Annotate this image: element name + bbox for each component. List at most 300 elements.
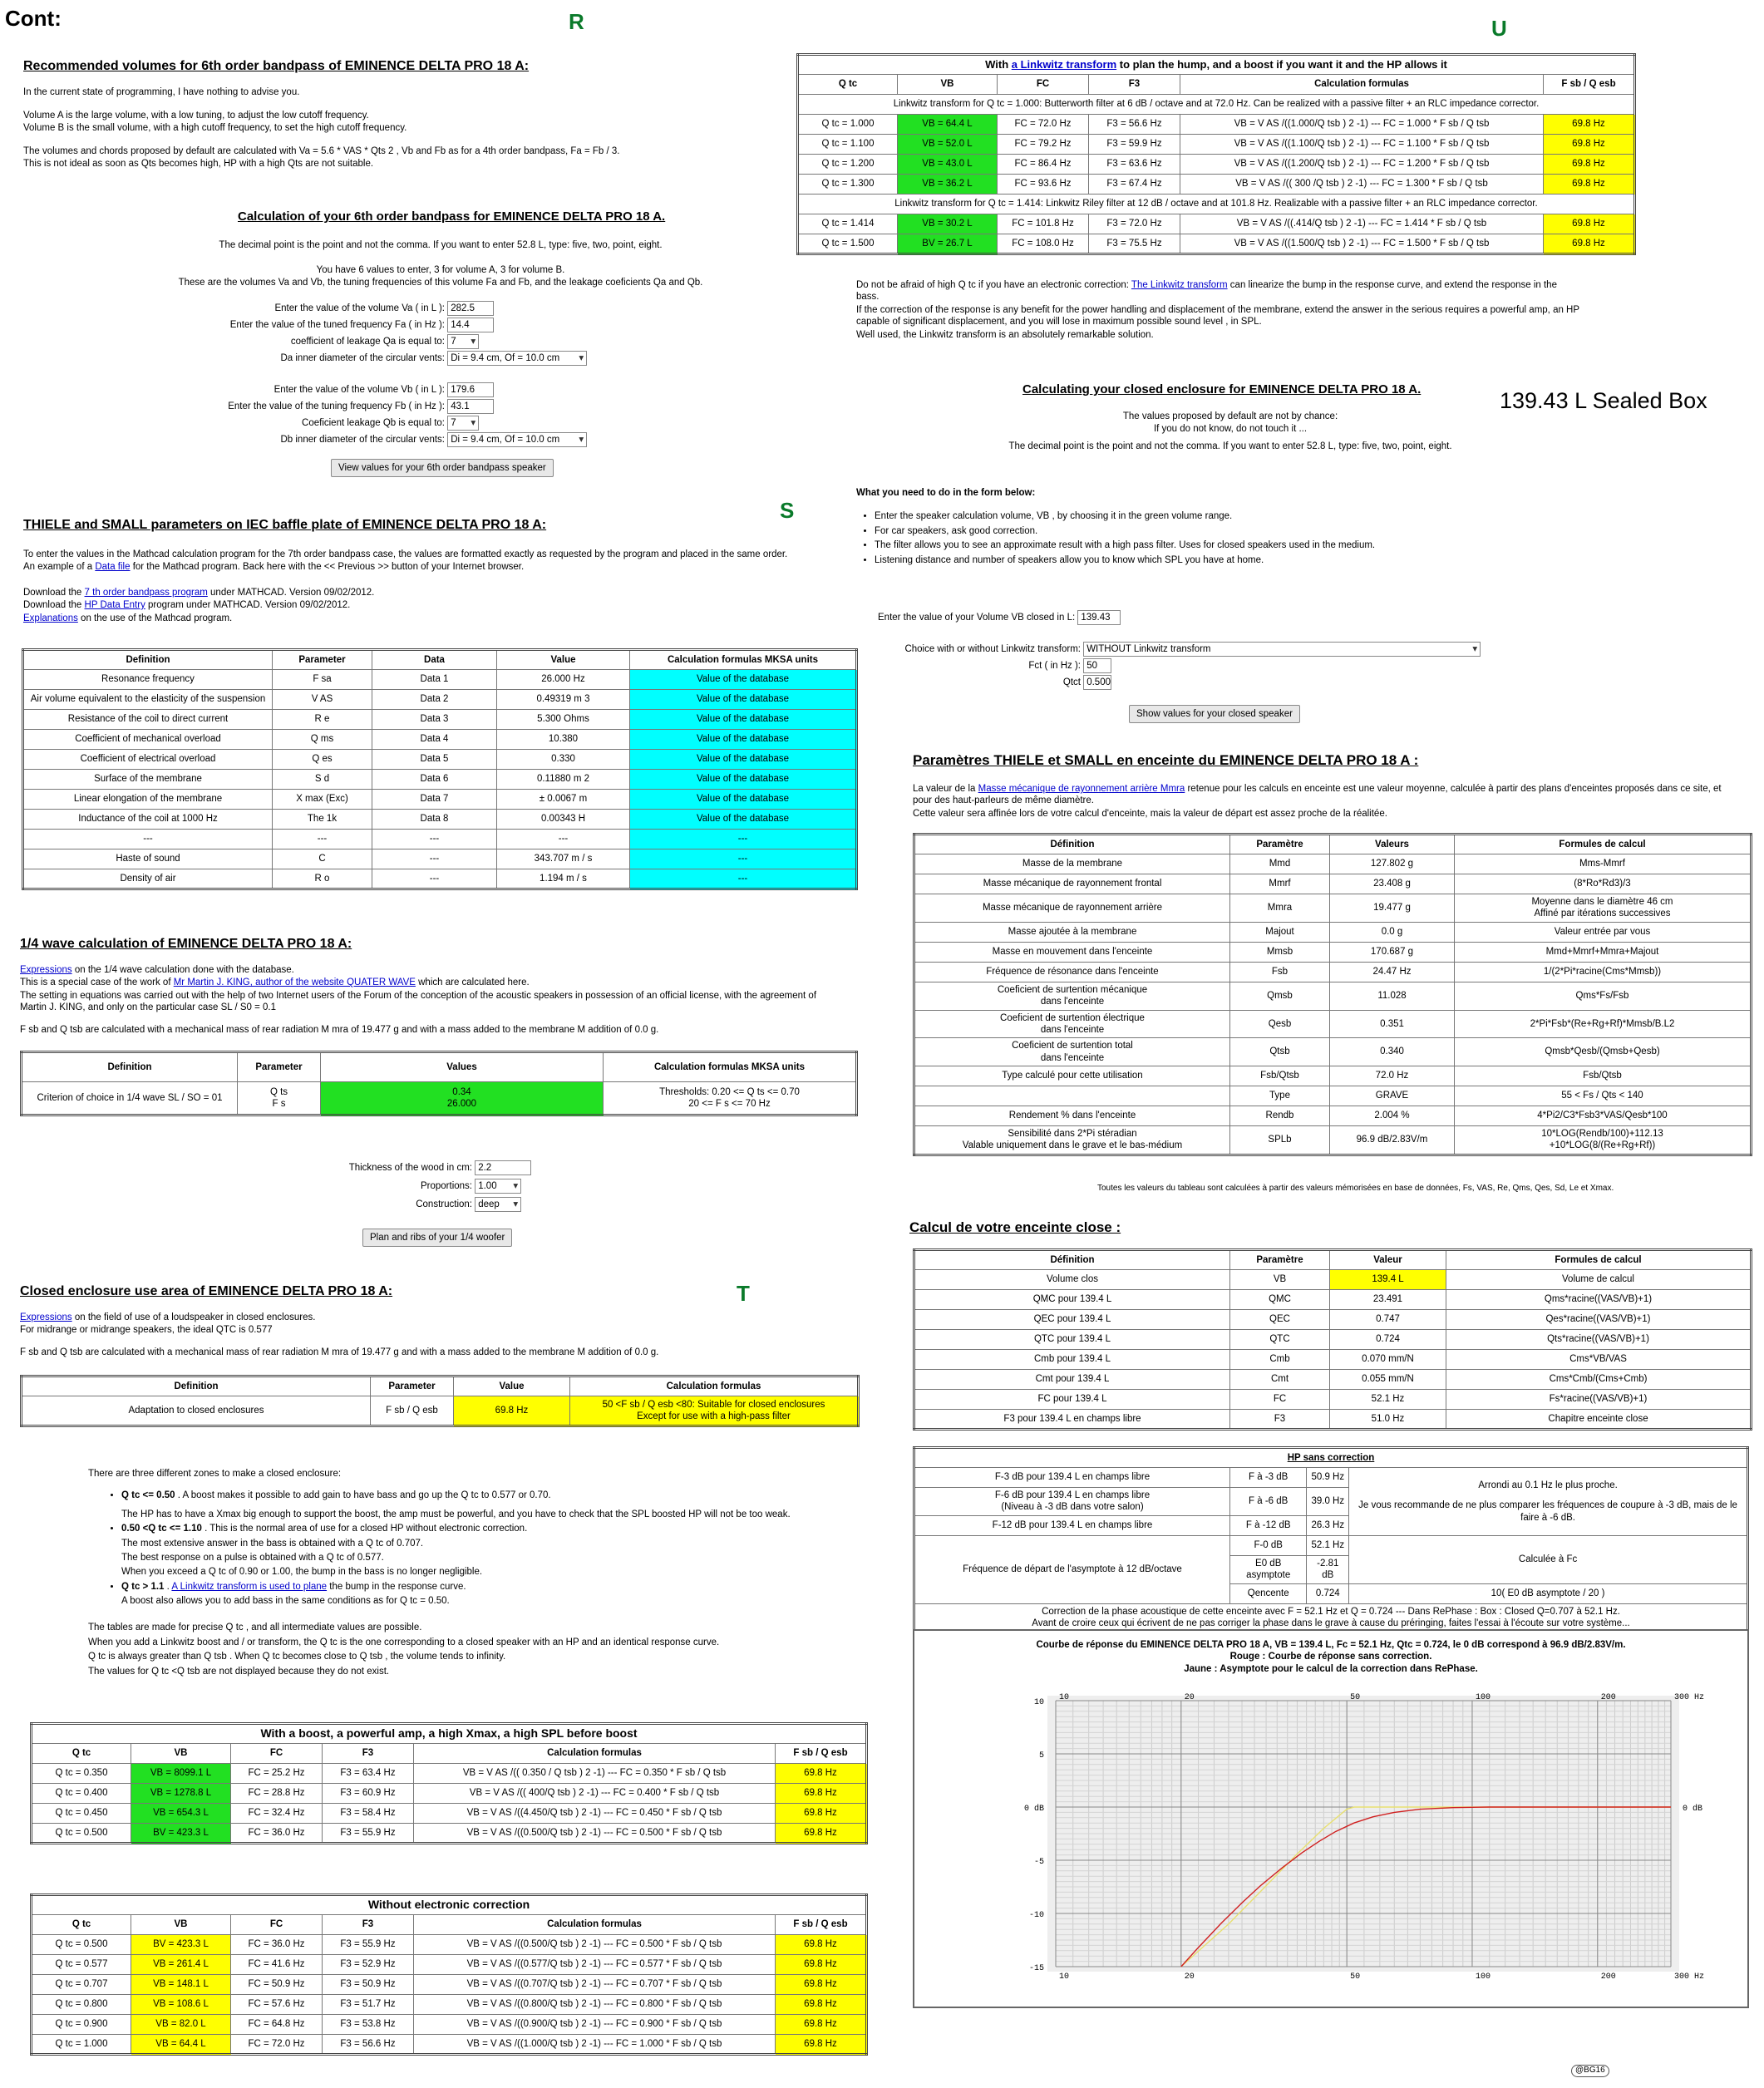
table-cell: FC = 86.4 Hz <box>998 155 1089 175</box>
table-cell: 2*Pi*Fsb*(Re+Rg+Rf)*Mmsb/B.L2 <box>1455 1010 1752 1038</box>
table-cell: Value of the database <box>630 670 857 690</box>
y-tick-label: 5 <box>1038 1751 1044 1761</box>
table-cell: VB = V AS /(( 400/Q tsb ) 2 -1) --- FC = 0.400 * F sb / Q tsb <box>414 1784 776 1804</box>
show-closed-button[interactable]: Show values for your closed speaker <box>1129 705 1300 723</box>
table-cell: F-0 dB <box>1230 1535 1307 1555</box>
table-cell: Coefficient of electrical overload <box>23 750 273 770</box>
qw-param: Q ts F s <box>238 1082 321 1115</box>
table-cell: S d <box>273 770 372 790</box>
fa-input[interactable]: 14.4 <box>447 318 494 332</box>
table-cell: Q tc = 1.200 <box>798 155 898 175</box>
ts-title: THIELE and SMALL parameters on IEC baffle plate of EMINENCE DELTA PRO 18 A: <box>23 518 547 532</box>
table-cell: Q tc = 0.900 <box>32 2015 131 2035</box>
table-cell: QEC <box>1230 1310 1330 1330</box>
vb-input[interactable]: 179.6 <box>447 382 494 397</box>
table-row <box>914 1038 1752 1066</box>
qw-h2: Values <box>321 1052 604 1082</box>
table-cell: VB = 43.0 L <box>898 155 998 175</box>
table-cell: FC = 72.0 Hz <box>231 2035 323 2055</box>
table-row <box>914 1410 1752 1430</box>
table-cell: Qesb <box>1230 1010 1330 1038</box>
rec-p2: Volume A is the large volume, with a low tuning, to adjust the low cutoff frequency. <box>23 111 369 121</box>
rec-p5: This is not ideal as soon as Qts becomes high, HP with a high Qts are not suitable. <box>23 158 374 169</box>
hp-title: HP sans correction <box>914 1448 1748 1468</box>
table-cell: 69.8 Hz <box>1544 214 1635 234</box>
table-cell: Q tc = 0.577 <box>32 1955 131 1975</box>
column-header: Valeur <box>1330 1250 1446 1270</box>
table-cell: F3 = 51.7 Hz <box>323 1995 414 2015</box>
column-header: F sb / Q esb <box>776 1744 867 1764</box>
table-row <box>914 982 1752 1010</box>
table-cell: Q tc = 0.800 <box>32 1995 131 2015</box>
table-cell: 69.8 Hz <box>776 1784 867 1804</box>
table-cell: 69.8 Hz <box>776 2015 867 2035</box>
cl-need-title: What you need to do in the form below: <box>856 488 1036 498</box>
table-cell: 26.3 Hz <box>1307 1515 1349 1535</box>
table-cell: Linear elongation of the membrane <box>23 790 273 810</box>
table-row <box>23 710 857 730</box>
table-cell: F3 = 72.0 Hz <box>1089 214 1180 234</box>
ce-formula: 50 <F sb / Q esb <80: Suitable for closed enclosures Except for use with a high-pass filter <box>570 1396 859 1426</box>
table-cell: 0.49319 m 3 <box>497 690 630 710</box>
prop-row: Proportions: 1.00 ▾ <box>249 1179 521 1194</box>
column-header: Q tc <box>32 1744 131 1764</box>
table-cell: Air volume equivalent to the elasticity of the suspension <box>23 690 273 710</box>
table-cell: QMC pour 139.4 L <box>914 1290 1230 1310</box>
explanations-link[interactable]: Explanations <box>23 613 78 623</box>
ce-p1: Expressions on the field of use of a loudspeaker in closed enclosures. <box>20 1312 316 1322</box>
ts-p1: To enter the values in the Mathcad calculation program for the 7th order bandpass case, the values are formatted exactly as requested by the program and placed in the same order. <box>23 549 788 559</box>
table-cell: F3 = 63.6 Hz <box>1089 155 1180 175</box>
db-select[interactable]: Di = 9.4 cm, Of = 10.0 cm ▾ <box>447 432 587 447</box>
qb-select[interactable]: 7 ▾ <box>447 416 479 431</box>
table-cell: Q tc = 0.400 <box>32 1784 131 1804</box>
table-cell: F3 pour 139.4 L en champs libre <box>914 1410 1230 1430</box>
footer-badge: @BG16 <box>1571 2065 1609 2077</box>
table-row <box>23 770 857 790</box>
qw-p1: Expressions on the 1/4 wave calculation done with the database. <box>20 965 294 975</box>
table-cell: Data 1 <box>372 670 497 690</box>
plan-woofer-button[interactable]: Plan and ribs of your 1/4 woofer <box>362 1229 512 1247</box>
table-cell: F-12 dB pour 139.4 L en champs libre <box>914 1515 1230 1535</box>
table-cell: FC = 79.2 Hz <box>998 135 1089 155</box>
table-row <box>914 1270 1752 1290</box>
ts-p3: Download the 7 th order bandpass program under MATHCAD. Version 09/02/2012. <box>23 587 375 598</box>
column-header: Définition <box>914 835 1230 854</box>
db-row <box>166 432 587 447</box>
table-cell: F sa <box>273 670 372 690</box>
x-tick-label-bottom: 300 Hz <box>1674 1972 1705 1982</box>
table-cell: 69.8 Hz <box>776 1975 867 1995</box>
table-row <box>23 730 857 750</box>
lw-p3: Well used, the Linkwitz transform is an absolutely remarkable solution. <box>856 329 1154 340</box>
zones-n4: The values for Q tc <Q tsb are not displayed because they do not exist. <box>88 1666 390 1677</box>
table-cell: Q tc = 0.500 <box>32 1824 131 1844</box>
qw-expressions-link[interactable]: Expressions <box>20 965 72 975</box>
table-cell: Masse de la membrane <box>914 854 1230 874</box>
qw-p2: This is a special case of the work of Mr Martin J. KING, author of the website QUATER WAVE which are calculated here. <box>20 978 530 988</box>
cl-title: Calculating your closed enclosure for EMINENCE DELTA PRO 18 A. <box>1022 382 1422 396</box>
table-cell: Data 7 <box>372 790 497 810</box>
thick-input[interactable]: 2.2 <box>475 1160 531 1175</box>
table-row <box>914 1290 1752 1310</box>
table-cell: Masse mécanique de rayonnement arrière <box>914 894 1230 923</box>
table-cell: FC = 41.6 Hz <box>231 1955 323 1975</box>
linkwitz-choice-select[interactable]: WITHOUT Linkwitz transform ▾ <box>1083 642 1481 657</box>
table-cell: F3 = 60.9 Hz <box>323 1784 414 1804</box>
table-cell: VB = V AS /(( 300 /Q tsb ) 2 -1) --- FC = 1.300 * F sb / Q tsb <box>1180 175 1544 195</box>
table-cell: Cms*Cmb/(Cms+Cmb) <box>1446 1370 1752 1390</box>
fb-row <box>166 399 494 414</box>
table-row <box>32 1824 867 1844</box>
table-cell: 26.000 Hz <box>497 670 630 690</box>
data-file-link[interactable]: Data file <box>95 562 131 573</box>
table-cell: Haste of sound <box>23 849 273 869</box>
cl-p2: If you do not know, do not touch it ... <box>1153 424 1308 435</box>
table-cell: BV = 423.3 L <box>131 1824 231 1844</box>
table-cell: FC = 28.8 Hz <box>231 1784 323 1804</box>
table-cell: Inductance of the coil at 1000 Hz <box>23 810 273 830</box>
table-cell: Qtsb <box>1230 1038 1330 1066</box>
table-cell: Type calculé pour cette utilisation <box>914 1066 1230 1086</box>
table-cell: VB = V AS /((.414/Q tsb ) 2 -1) --- FC = 1.414 * F sb / Q tsb <box>1180 214 1544 234</box>
table-cell: Qms*racine((VAS/VB)+1) <box>1446 1290 1752 1310</box>
table-cell: FC = 72.0 Hz <box>998 115 1089 135</box>
table-cell: FC = 36.0 Hz <box>231 1935 323 1955</box>
table-cell: Rendement % dans l'enceinte <box>914 1106 1230 1126</box>
table-cell: Chapitre enceinte close <box>1446 1410 1752 1430</box>
proportions-select[interactable]: 1.00 ▾ <box>475 1179 521 1194</box>
table-row <box>914 1370 1752 1390</box>
table-cell: Mmsb <box>1230 942 1330 962</box>
table-cell: Coeficient de surtention mécanique dans l'enceinte <box>914 982 1230 1010</box>
ce-h3: Calculation formulas <box>570 1376 859 1396</box>
table-cell: 0.340 <box>1330 1038 1455 1066</box>
table-cell: VB = 30.2 L <box>898 214 998 234</box>
da-select[interactable]: Di = 9.4 cm, Of = 10.0 cm ▾ <box>447 351 587 366</box>
hp-remark-2: Calculée à Fc <box>1349 1535 1748 1583</box>
table-cell: E0 dB asymptote <box>1230 1555 1307 1583</box>
table-row <box>914 1468 1748 1488</box>
table-cell: VB = V AS /((0.500/Q tsb ) 2 -1) --- FC = 0.500 * F sb / Q tsb <box>414 1935 776 1955</box>
fct-input[interactable]: 50 <box>1083 658 1111 673</box>
table-cell: 1/(2*Pi*racine(Cms*Mmsb)) <box>1455 962 1752 982</box>
table-cell: F à -3 dB <box>1230 1468 1307 1488</box>
masse-arriere-link[interactable]: Masse mécanique de rayonnement arrière Mmra <box>978 784 1185 794</box>
table-cell: --- <box>497 830 630 849</box>
ce-param: F sb / Q esb <box>371 1396 454 1426</box>
calc6-p3: These are the volumes Va and Vb, the tuning frequencies of this volume Fa and Fb, and the leakage coeficients Qa and Qb. <box>178 277 703 288</box>
table-cell: 69.8 Hz <box>1544 234 1635 254</box>
table-cell: FC = 108.0 Hz <box>998 234 1089 254</box>
table-cell: F-6 dB pour 139.4 L en champs libre (Niveau à -3 dB dans votre salon) <box>914 1488 1230 1516</box>
table-cell: Q tc = 0.707 <box>32 1975 131 1995</box>
va-row <box>166 301 494 316</box>
table-cell: QMC <box>1230 1290 1330 1310</box>
column-header: Calculation formulas MKSA units <box>630 650 857 670</box>
table-cell: VB = 108.6 L <box>131 1995 231 2015</box>
table-cell: Data 3 <box>372 710 497 730</box>
fr-p1: La valeur de la Masse mécanique de rayonnement arrière Mmra retenue pour les calculs en enceinte est une valeur moyenne, calculée à partir des plans d'enceintes proposés dans ce site, et pour des haut-parleurs de même diamètre. <box>913 784 1722 806</box>
table-cell: 96.9 dB/2.83V/m <box>1330 1126 1455 1155</box>
column-header: Q tc <box>32 1915 131 1935</box>
qw-formula: Thresholds: 0.20 <= Q ts <= 0.70 20 <= F s <= 70 Hz <box>604 1082 857 1115</box>
table-row <box>914 1350 1752 1370</box>
linkwitz-plane-link[interactable]: A Linkwitz transform is used to plane <box>171 1581 328 1592</box>
zones-n2: When you add a Linkwitz boost and / or transform, the Q tc is the one corresponding to a closed speaker with an HP and an identical response curve. <box>88 1637 720 1647</box>
va-input[interactable]: 282.5 <box>447 301 494 316</box>
table-row <box>32 2015 867 2035</box>
table-row <box>32 1955 867 1975</box>
table-cell: 69.8 Hz <box>776 1955 867 1975</box>
cont-label: Cont: <box>5 6 62 31</box>
bandpass-program-link[interactable]: 7 th order bandpass program <box>84 587 208 598</box>
ce-text <box>20 1312 843 1362</box>
table-cell: Value of the database <box>630 790 857 810</box>
table-row <box>798 234 1635 254</box>
table-cell: F à -6 dB <box>1230 1488 1307 1516</box>
table-cell: Rendb <box>1230 1106 1330 1126</box>
table-cell: BV = 423.3 L <box>131 1935 231 1955</box>
vb-row <box>166 382 494 397</box>
table-row <box>23 790 857 810</box>
table-cell: VB = 148.1 L <box>131 1975 231 1995</box>
column-header: F3 <box>1089 75 1180 95</box>
table-cell: 11.028 <box>1330 982 1455 1010</box>
phase-correction-note: Correction de la phase acoustique de cette enceinte avec F = 52.1 Hz et Q = 0.724 --- Dans RePhase : Box : Closed Q=0.707 à 52.1 Hz. Avant de croire ceux qui écrivent de ne pas corriger la phase dans le grave à cause du préringing, faites l'essai à l'écoute sur votre système... <box>914 1603 1748 1632</box>
table-cell: Q tc = 1.000 <box>798 115 898 135</box>
closed-vb-input[interactable]: 139.43 <box>1077 610 1121 625</box>
calc-title: Calcul de votre enceinte close : <box>909 1219 1121 1235</box>
table-row <box>914 1066 1752 1086</box>
qw-h3: Calculation formulas MKSA units <box>604 1052 857 1082</box>
linkwitz-transform-link[interactable]: The Linkwitz transform <box>1131 280 1228 290</box>
ce-value: 69.8 Hz <box>454 1396 570 1426</box>
table-cell: F-3 dB pour 139.4 L en champs libre <box>914 1468 1230 1488</box>
zone-1: • Q tc <= 0.50 . A boost makes it possible to add gain to have bass and go up the Q tc to 0.577 or 0.70. The HP has to have a Xmax big enough to support the boost, the amp must be powerful, and you have to check that the SPL boosted HP will not be too weak. <box>121 1490 836 1520</box>
table-cell: --- <box>630 830 857 849</box>
table-cell: FC = 32.4 Hz <box>231 1804 323 1824</box>
cl-intro <box>898 411 1563 456</box>
curve-caption-1: Courbe de réponse du EMINENCE DELTA PRO 18 A, VB = 139.4 L, Fc = 52.1 Hz, Qtc = 0.724, le 0 dB correspond à 96.9 dB/2.83V/m. <box>1036 1640 1626 1650</box>
db-label: Db inner diameter of the circular vents: <box>280 435 445 446</box>
table-cell: 0.00343 H <box>497 810 630 830</box>
table-cell: QTC <box>1230 1330 1330 1350</box>
table-row <box>32 1975 867 1995</box>
table-cell: VB = V AS /((1.200/Q tsb ) 2 -1) --- FC = 1.200 * F sb / Q tsb <box>1180 155 1544 175</box>
table-cell: --- <box>23 830 273 849</box>
rec-text <box>23 86 805 173</box>
table-cell: VB = 36.2 L <box>898 175 998 195</box>
table-cell: VB = V AS /((0.707/Q tsb ) 2 -1) --- FC = 0.707 * F sb / Q tsb <box>414 1975 776 1995</box>
table-cell: Fsb/Qtsb <box>1455 1066 1752 1086</box>
table-cell: 127.802 g <box>1330 854 1455 874</box>
table-cell: VB = 654.3 L <box>131 1804 231 1824</box>
zone-2: • 0.50 <Q tc <= 1.10 . This is the normal area of use for a closed HP without electronic correction. The most extensive answer in the bass is obtained with a Q tc of 0.707. The best response on a pulse is obtained with a Q tc of 0.577. When you exceed a Q tc of 0.90 or 1.00, the bump in the bass is no longer negligible. <box>121 1523 836 1578</box>
table-cell: Density of air <box>23 869 273 889</box>
table-cell: VB = 8099.1 L <box>131 1764 231 1784</box>
table-cell: VB <box>1230 1270 1330 1290</box>
y-right-label: 0 dB <box>1683 1805 1703 1814</box>
column-header: Paramètre <box>1230 1250 1330 1270</box>
table-cell <box>914 1086 1230 1106</box>
vb-label: Enter the value of the volume Vb ( in L ): <box>273 385 445 396</box>
table-title: With a boost, a powerful amp, a high Xmax, a high SPL before boost <box>32 1724 867 1744</box>
table-cell: QTC pour 139.4 L <box>914 1330 1230 1350</box>
table-cell: 5.300 Ohms <box>497 710 630 730</box>
fb-input[interactable]: 43.1 <box>447 399 494 414</box>
table-row <box>914 854 1752 874</box>
calc-table <box>913 1248 1752 1431</box>
table-title: Without electronic correction <box>32 1895 867 1915</box>
zones-text <box>88 1468 836 1681</box>
table-cell: R e <box>273 710 372 730</box>
column-header: Value <box>497 650 630 670</box>
hp-data-entry-link[interactable]: HP Data Entry <box>84 600 145 611</box>
ce-expressions-link[interactable]: Expressions <box>20 1312 72 1322</box>
table-cell: F3 = 52.9 Hz <box>323 1955 414 1975</box>
table-cell: 69.8 Hz <box>776 1995 867 2015</box>
table-cell: F3 = 59.9 Hz <box>1089 135 1180 155</box>
table-cell: F3 <box>1230 1410 1330 1430</box>
marker-t: T <box>737 1281 750 1306</box>
table-cell: C <box>273 849 372 869</box>
va-label: Enter the value of the volume Va ( in L ): <box>274 303 445 314</box>
table-row <box>32 1764 867 1784</box>
table-cell: VB = V AS /((4.450/Q tsb ) 2 -1) --- FC = 0.450 * F sb / Q tsb <box>414 1804 776 1824</box>
table-cell: 343.707 m / s <box>497 849 630 869</box>
fa-row <box>166 318 494 332</box>
x-tick-label-top: 300 Hz <box>1674 1693 1705 1702</box>
table-cell: Value of the database <box>630 810 857 830</box>
qw-table <box>20 1051 858 1116</box>
lw-p2: If the correction of the response is any benefit for the power handling and displacement of the membrane, extend the answer in the serious requires a powerful amp, an HP capable of significant displacement, and you will lose in maximum possible sound level , in SPL. <box>856 304 1579 327</box>
table-cell: 2.004 % <box>1330 1106 1455 1126</box>
fa-label: Enter the value of the tuned frequency Fa ( in Hz ): <box>229 320 445 331</box>
table-cell: Volume clos <box>914 1270 1230 1290</box>
table-cell: 24.47 Hz <box>1330 962 1455 982</box>
x-tick-label-bottom: 100 <box>1475 1972 1491 1982</box>
rec-p1: In the current state of programming, I have nothing to advise you. <box>23 87 300 97</box>
table-cell: Qencente <box>1230 1583 1307 1603</box>
table-row <box>798 155 1635 175</box>
table-cell: Value of the database <box>630 770 857 790</box>
table-cell: 0.055 mm/N <box>1330 1370 1446 1390</box>
table-cell: Data 2 <box>372 690 497 710</box>
table-cell: Q ms <box>273 730 372 750</box>
table-cell: Qmsb <box>1230 982 1330 1010</box>
qtct-input[interactable]: 0.500 <box>1083 675 1111 690</box>
table-cell: 0.724 <box>1307 1583 1349 1603</box>
fb-label: Enter the value of the tuning frequency Fb ( in Hz ): <box>228 401 445 412</box>
lw-text <box>856 279 1579 344</box>
column-header: F sb / Q esb <box>1544 75 1635 95</box>
table-cell: Cms*VB/VAS <box>1446 1350 1752 1370</box>
table-cell: --- <box>372 849 497 869</box>
construction-select[interactable]: deep ▾ <box>475 1197 521 1212</box>
table-cell: VB = 1278.8 L <box>131 1784 231 1804</box>
ce-h2: Value <box>454 1376 570 1396</box>
table-cell: F3 = 50.9 Hz <box>323 1975 414 1995</box>
lw-title-link[interactable]: a Linkwitz transform <box>1011 57 1117 71</box>
table-cell: Q tc = 1.100 <box>798 135 898 155</box>
ts-table <box>22 648 858 890</box>
x-tick-label-top: 50 <box>1350 1693 1361 1702</box>
table-row <box>914 1106 1752 1126</box>
table-cell: VB = 64.4 L <box>131 2035 231 2055</box>
da-row <box>166 351 587 366</box>
table-row <box>23 849 857 869</box>
hp-remark-3: 10( E0 dB asymptote / 20 ) <box>1349 1583 1748 1603</box>
cl-b1: • Enter the speaker calculation volume, VB , by choosing it in the green volume range. <box>875 510 1604 522</box>
table-cell: 0.070 mm/N <box>1330 1350 1446 1370</box>
table-cell: F3 = 56.6 Hz <box>323 2035 414 2055</box>
table-cell: R o <box>273 869 372 889</box>
calc6-title: Calculation of your 6th order bandpass for EMINENCE DELTA PRO 18 A. <box>238 209 666 224</box>
qw-title: 1/4 wave calculation of EMINENCE DELTA PRO 18 A: <box>20 937 352 951</box>
column-header: Q tc <box>798 75 898 95</box>
king-link[interactable]: Mr Martin J. KING, author of the website QUATER WAVE <box>173 978 416 988</box>
table-cell: 19.477 g <box>1330 894 1455 923</box>
sealed-box-note: 139.43 L Sealed Box <box>1500 388 1707 413</box>
table-row <box>914 942 1752 962</box>
table-row <box>914 1010 1752 1038</box>
table-cell: Qms*Fs/Fsb <box>1455 982 1752 1010</box>
table-cell: 0.747 <box>1330 1310 1446 1330</box>
hp-table <box>913 1446 1749 1633</box>
table-cell: VB = 64.4 L <box>898 115 998 135</box>
column-header: Formules de calcul <box>1446 1250 1752 1270</box>
table-row <box>798 214 1635 234</box>
table-cell: 51.0 Hz <box>1330 1410 1446 1430</box>
table-cell: Mmrf <box>1230 874 1330 894</box>
table-cell: F3 = 55.9 Hz <box>323 1935 414 1955</box>
table-row <box>798 135 1635 155</box>
table-cell: VB = V AS /((1.500/Q tsb ) 2 -1) --- FC = 1.500 * F sb / Q tsb <box>1180 234 1544 254</box>
table-cell: --- <box>630 849 857 869</box>
qa-select[interactable]: 7 ▾ <box>447 334 479 349</box>
table-cell: Majout <box>1230 922 1330 942</box>
table-row <box>23 830 857 849</box>
ce-h1: Parameter <box>371 1376 454 1396</box>
table-cell: Qmsb*Qesb/(Qmsb+Qesb) <box>1455 1038 1752 1066</box>
column-header: VB <box>131 1744 231 1764</box>
table-cell: X max (Exc) <box>273 790 372 810</box>
table-cell: 52.1 Hz <box>1307 1535 1349 1555</box>
view-bandpass-button[interactable]: View values for your 6th order bandpass speaker <box>331 459 554 477</box>
cons-row: Construction: deep ▾ <box>249 1197 521 1212</box>
table-cell: Masse ajoutée à la membrane <box>914 922 1230 942</box>
y-tick-label: 0 dB <box>1023 1805 1044 1814</box>
table-cell: 39.0 Hz <box>1307 1488 1349 1516</box>
ts-p2: An example of a Data file for the Mathcad program. Back here with the << Previous >> button of your Internet browser. <box>23 562 525 573</box>
table-cell: Q tc = 0.450 <box>32 1804 131 1824</box>
table-cell: Q tc = 0.350 <box>32 1764 131 1784</box>
table-cell: Masse mécanique de rayonnement frontal <box>914 874 1230 894</box>
table-cell: Data 4 <box>372 730 497 750</box>
table-cell: --- <box>372 869 497 889</box>
x-tick-label-top: 20 <box>1184 1693 1195 1702</box>
table-cell: FC = 101.8 Hz <box>998 214 1089 234</box>
column-header: Definition <box>23 650 273 670</box>
table-cell: Q es <box>273 750 372 770</box>
table-cell: 0.351 <box>1330 1010 1455 1038</box>
cl-qtct-row: Qtct 0.500 <box>831 675 1111 690</box>
zones-n1: The tables are made for precise Q tc , and all intermediate values are possible. <box>88 1623 422 1633</box>
table-row <box>32 1935 867 1955</box>
table-band: Linkwitz transform for Q tc = 1.414: Linkwitz Riley filter at 12 dB / octave and at 101.8 Hz. Realizable with a passive filter + an RLC impedance corrector. <box>798 195 1635 214</box>
x-tick-label-bottom: 10 <box>1059 1972 1070 1982</box>
